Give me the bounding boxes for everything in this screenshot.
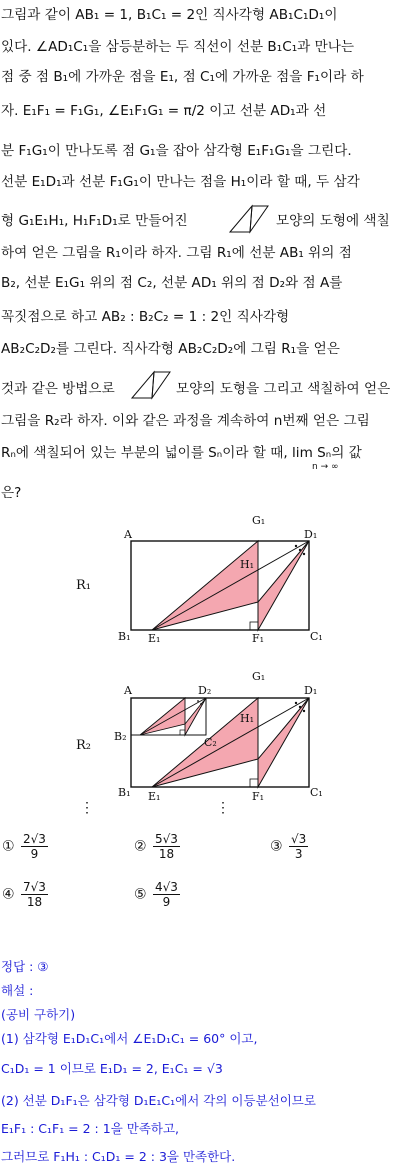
solution-heading: 해설 : bbox=[1, 983, 34, 998]
point-e1-r2: E₁ bbox=[148, 790, 161, 803]
choice-number: ① bbox=[2, 838, 15, 855]
point-h1-r2: H₁ bbox=[240, 712, 255, 725]
problem-line-10: 꼭짓점으로 하고 AB₂ : B₂C₂ = 1 : 2인 직사각형 bbox=[1, 309, 290, 325]
problem-line-14: Rₙ에 색칠되어 있는 부분의 넓이를 Sₙ이라 할 때, lim Sₙ의 값 bbox=[1, 445, 362, 461]
r2-label: R₂ bbox=[76, 738, 91, 753]
point-f1-r2: F₁ bbox=[252, 790, 265, 803]
problem-line-8: 하여 얻은 그림을 R₁이라 하자. 그림 R₁에 선분 AB₁ 위의 점 bbox=[1, 245, 352, 261]
choice-1[interactable] bbox=[2, 832, 50, 861]
point-g1-r2: G₁ bbox=[252, 670, 266, 683]
numerator: 5√3 bbox=[155, 832, 178, 846]
point-a-r2: A bbox=[124, 684, 132, 697]
solution-step-2c: 그러므로 F₁H₁ : C₁D₁ = 2 : 3을 만족한다. bbox=[1, 1149, 236, 1164]
point-g1: G₁ bbox=[252, 514, 266, 527]
zigzag-shape-icon bbox=[228, 204, 270, 234]
problem-line-4: 자. E₁F₁ = F₁G₁, ∠E₁F₁G₁ = π/2 이고 선분 AD₁과 선 bbox=[1, 103, 327, 119]
problem-line-15: 은? bbox=[1, 485, 22, 501]
solution-step-2: (2) 선분 D₁F₁은 삼각형 D₁E₁C₁에서 각의 이등분선이므로 bbox=[1, 1093, 316, 1108]
denominator: 3 bbox=[294, 847, 303, 861]
solution-step-2b: E₁F₁ : C₁F₁ = 2 : 1을 만족하고, bbox=[1, 1121, 180, 1136]
problem-line-12b: 모양의 도형을 그리고 색칠하여 얻은 bbox=[176, 381, 391, 397]
point-f1: F₁ bbox=[252, 632, 265, 645]
problem-line-3: 점 중 점 B₁에 가까운 점을 E₁, 점 C₁에 가까운 점을 F₁이라 하 bbox=[1, 69, 364, 85]
continuation-dots-left: ⋮ bbox=[80, 800, 94, 816]
problem-line-7b: 모양의 도형에 색칠 bbox=[276, 213, 390, 229]
solution-step-1: (1) 삼각형 E₁D₁C₁에서 ∠E₁D₁C₁ = 60° 이고, bbox=[1, 1031, 258, 1046]
choice-3[interactable] bbox=[270, 832, 310, 861]
numerator: 2√3 bbox=[23, 832, 46, 846]
point-d2: D₂ bbox=[198, 684, 212, 697]
denominator: 9 bbox=[30, 847, 39, 861]
point-d1: D₁ bbox=[304, 528, 318, 541]
solution-subheading: (공비 구하기) bbox=[1, 1007, 76, 1022]
denominator: 18 bbox=[26, 895, 43, 909]
choice-number: ③ bbox=[270, 838, 283, 855]
denominator: 18 bbox=[158, 847, 175, 861]
numerator: √3 bbox=[291, 832, 307, 846]
point-e1: E₁ bbox=[148, 632, 161, 645]
point-c1: C₁ bbox=[310, 630, 323, 643]
choice-number: ⑤ bbox=[134, 886, 147, 903]
problem-line-5: 분 F₁G₁이 만나도록 점 G₁을 잡아 삼각형 E₁F₁G₁을 그린다. bbox=[1, 143, 352, 159]
point-c2: C₂ bbox=[204, 736, 217, 749]
problem-line-2: 있다. ∠AD₁C₁을 삼등분하는 두 직선이 선분 B₁C₁과 만나는 bbox=[1, 39, 354, 55]
point-b2: B₂ bbox=[114, 730, 127, 743]
answer-line: 정답 : ③ bbox=[1, 959, 49, 974]
problem-line-13: 그림을 R₂라 하자. 이와 같은 과정을 계속하여 n번째 얻은 그림 bbox=[1, 413, 370, 429]
problem-line-12: 것과 같은 방법으로 bbox=[1, 381, 115, 397]
zigzag-shape-icon bbox=[130, 370, 172, 400]
point-b1-r2: B₁ bbox=[118, 786, 131, 799]
point-c1-r2: C₁ bbox=[310, 786, 323, 799]
point-h1: H₁ bbox=[240, 558, 255, 571]
problem-line-1: 그림과 같이 AB₁ = 1, B₁C₁ = 2인 직사각형 AB₁C₁D₁이 bbox=[1, 7, 338, 23]
point-a: A bbox=[124, 528, 132, 541]
choice-4[interactable] bbox=[2, 880, 50, 909]
choice-number: ② bbox=[134, 838, 147, 855]
problem-line-6: 선분 E₁D₁과 선분 F₁G₁이 만나는 점을 H₁이라 할 때, 두 삼각 bbox=[1, 174, 360, 190]
problem-line-9: B₂, 선분 E₁G₁ 위의 점 C₂, 선분 AD₁ 위의 점 D₂와 점 A를 bbox=[1, 275, 343, 291]
choice-number: ④ bbox=[2, 886, 15, 903]
choice-2[interactable] bbox=[134, 832, 182, 861]
r1-label: R₁ bbox=[76, 578, 91, 593]
numerator: 7√3 bbox=[23, 880, 46, 894]
numerator: 4√3 bbox=[155, 880, 178, 894]
continuation-dots-right: ⋮ bbox=[216, 800, 230, 816]
point-b1: B₁ bbox=[118, 630, 131, 643]
point-d1-r2: D₁ bbox=[304, 684, 318, 697]
limit-subscript: n → ∞ bbox=[312, 462, 339, 472]
denominator: 9 bbox=[162, 895, 171, 909]
choice-5[interactable] bbox=[134, 880, 182, 909]
problem-line-11: AB₂C₂D₂를 그린다. 직사각형 AB₂C₂D₂에 그림 R₁을 얻은 bbox=[1, 341, 340, 357]
solution-step-1b: C₁D₁ = 1 이므로 E₁D₁ = 2, E₁C₁ = √3 bbox=[1, 1061, 223, 1076]
problem-line-7: 형 G₁E₁H₁, H₁F₁D₁로 만들어진 bbox=[1, 213, 188, 229]
